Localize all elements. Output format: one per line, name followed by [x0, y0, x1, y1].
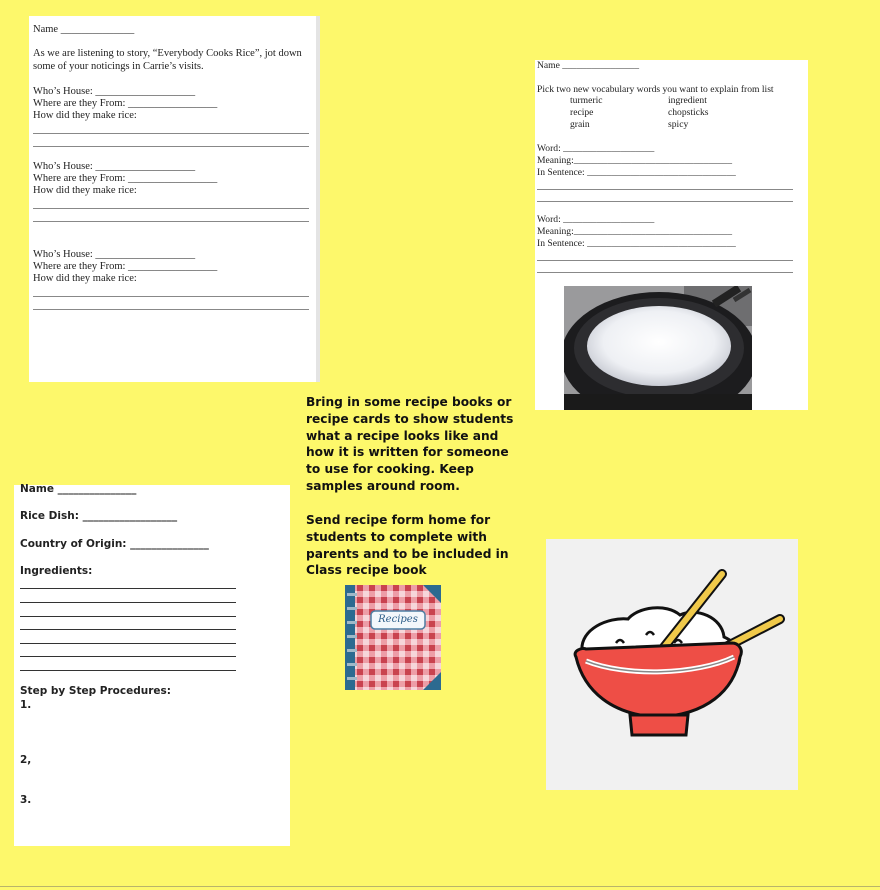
name-label: Name ________________: [537, 60, 640, 71]
teacher-note-recipe-books: Bring in some recipe books or recipe cards to show students what a recipe looks like and how it is written for someone to use for cooking. Keep samples around room.: [306, 395, 514, 493]
answer-line: [537, 189, 793, 190]
sentence-label: In Sentence: _______________________________: [537, 238, 736, 249]
meaning-label: Meaning:_________________________________: [537, 155, 733, 166]
ingredients-label: Ingredients:: [20, 565, 93, 577]
answer-line: [33, 146, 309, 147]
story-instruction: As we are listening to story, “Everybody Cooks Rice”, jot down some of your noticings in Carrie’s visits.: [33, 48, 302, 72]
from-label: Where are they From: _________________: [33, 261, 218, 272]
answer-line: [33, 309, 309, 310]
answer-line: [537, 272, 793, 273]
word-label: Word: ___________________: [537, 143, 655, 154]
recipe-form: [14, 485, 290, 846]
step-number: 2,: [20, 754, 32, 766]
rice-dish-label: Rice Dish: __________________: [20, 510, 178, 522]
vocab-word: ingredient: [668, 95, 707, 106]
rice-bowl-illustration: [546, 539, 798, 790]
ingredient-line: [20, 588, 236, 589]
house-label: Who’s House: ___________________: [33, 86, 196, 97]
step-number: 3.: [20, 794, 32, 806]
answer-line: [33, 296, 309, 297]
vocab-instruction: Pick two new vocabulary words you want to explain from list: [537, 84, 774, 95]
meaning-label: Meaning:_________________________________: [537, 226, 733, 237]
story-worksheet: [29, 16, 320, 382]
answer-line: [33, 133, 309, 134]
answer-line: [33, 221, 309, 222]
how-label: How did they make rice:: [33, 185, 137, 196]
word-label: Word: ___________________: [537, 214, 655, 225]
step-number: 1.: [20, 699, 32, 711]
how-label: How did they make rice:: [33, 273, 137, 284]
answer-line: [537, 260, 793, 261]
vocab-word: recipe: [570, 107, 594, 118]
answer-line: [33, 208, 309, 209]
name-label: Name ______________: [33, 24, 135, 35]
how-label: How did they make rice:: [33, 110, 137, 121]
ingredient-line: [20, 602, 236, 603]
vocab-word: spicy: [668, 119, 689, 130]
rice-pot-photo: [564, 286, 752, 410]
from-label: Where are they From: _________________: [33, 173, 218, 184]
bottom-divider: [0, 886, 880, 887]
teacher-note-recipe-form: Send recipe form home for students to complete with parents and to be included in Class recipe book: [306, 513, 509, 578]
answer-line: [537, 201, 793, 202]
name-label: Name _______________: [20, 483, 137, 495]
country-label: Country of Origin: _______________: [20, 538, 209, 550]
vocab-word: chopsticks: [668, 107, 709, 118]
ingredient-line: [20, 629, 236, 630]
recipe-book-illustration: [345, 585, 441, 690]
recipe-book-label: Recipes: [378, 614, 418, 625]
ingredient-line: [20, 670, 236, 671]
house-label: Who’s House: ___________________: [33, 249, 196, 260]
steps-label: Step by Step Procedures:: [20, 685, 171, 697]
ingredient-line: [20, 616, 236, 617]
vocab-word: turmeric: [570, 95, 603, 106]
ingredient-line: [20, 656, 236, 657]
house-label: Who’s House: ___________________: [33, 161, 196, 172]
vocab-word: grain: [570, 119, 590, 130]
sentence-label: In Sentence: _______________________________: [537, 167, 736, 178]
vocabulary-worksheet: [535, 60, 808, 410]
ingredient-line: [20, 643, 236, 644]
from-label: Where are they From: _________________: [33, 98, 218, 109]
